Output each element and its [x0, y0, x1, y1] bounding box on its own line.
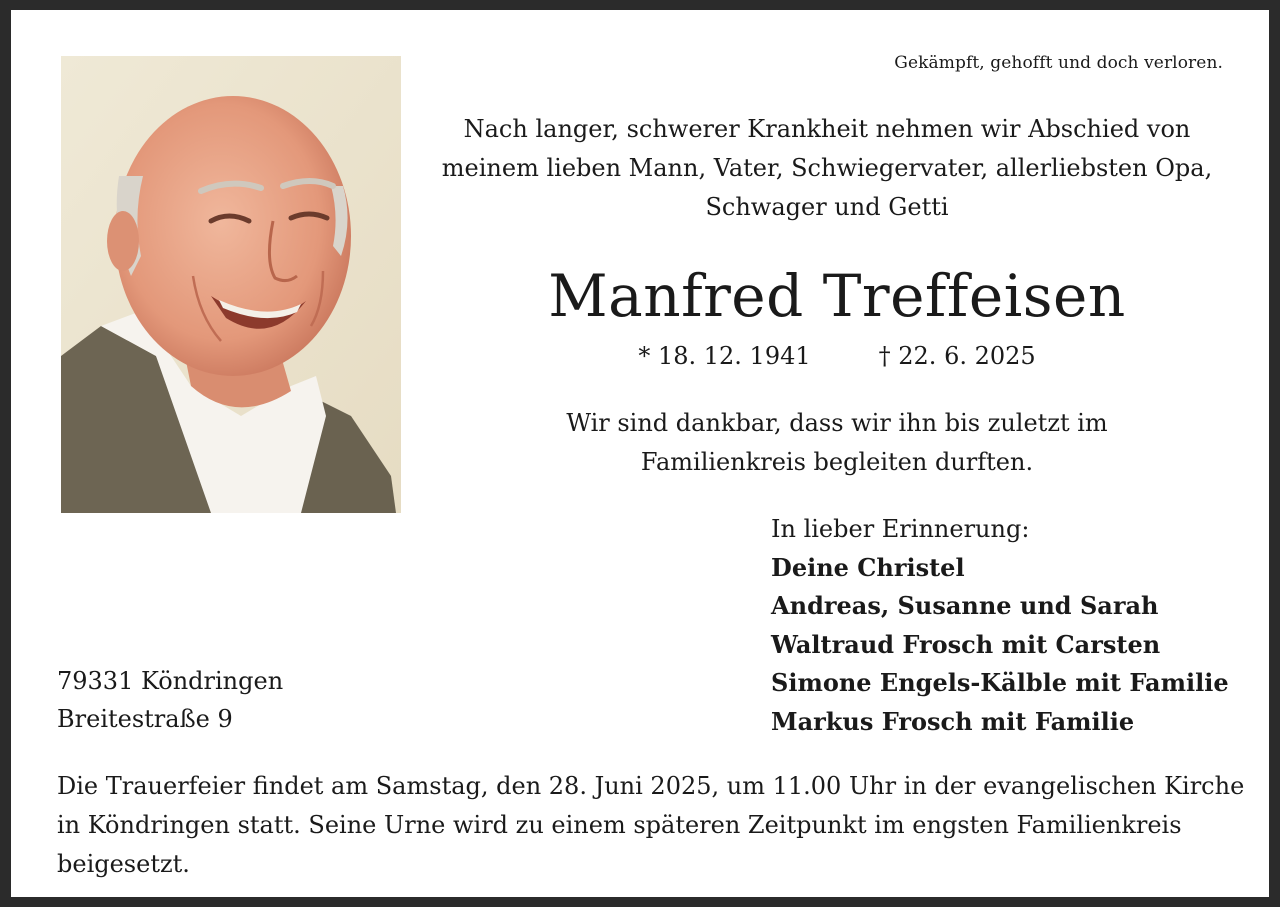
mourner-name: Markus Frosch mit Familie	[771, 706, 1135, 736]
life-dates	[411, 342, 1263, 370]
gratitude-text	[411, 404, 1263, 482]
deceased-name: Manfred Treffeisen	[548, 262, 1126, 330]
mourners-label: In lieber Erinnerung:	[771, 515, 1030, 543]
mourners-list	[771, 510, 1229, 742]
intro-text	[411, 110, 1243, 227]
service-line: in Köndringen statt. Seine Urne wird zu einem späteren Zeitpunkt im engsten Familienkreis	[57, 811, 1182, 839]
intro-line: Nach langer, schwerer Krankheit nehmen wir Abschied von	[463, 115, 1191, 143]
gratitude-line: Wir sind dankbar, dass wir ihn bis zuletzt im	[566, 409, 1108, 437]
birth-date: * 18. 12. 1941	[638, 342, 811, 370]
mourner-name: Waltraud Frosch mit Carsten	[771, 629, 1161, 659]
service-line: Die Trauerfeier findet am Samstag, den 28. Juni 2025, um 11.00 Uhr in der evangelischen Kirche	[57, 772, 1245, 800]
gratitude-line: Familienkreis begleiten durften.	[640, 448, 1034, 476]
intro-line: meinem lieben Mann, Vater, Schwiegervater, allerliebsten Opa,	[441, 154, 1213, 182]
address	[57, 662, 283, 738]
intro-line: Schwager und Getti	[705, 193, 949, 221]
motto: Gekämpft, gehofft und doch verloren.	[894, 53, 1223, 73]
address-street: Breitestraße 9	[57, 705, 233, 733]
service-info	[57, 767, 1245, 884]
service-line: beigesetzt.	[57, 850, 190, 878]
mourner-name: Andreas, Susanne und Sarah	[771, 591, 1159, 621]
mourner-name: Simone Engels-Kälble mit Familie	[771, 668, 1229, 698]
portrait-photo	[61, 56, 401, 513]
mourner-name: Deine Christel	[771, 552, 965, 582]
address-city: 79331 Köndringen	[57, 667, 284, 695]
death-date: † 22. 6. 2025	[878, 342, 1036, 370]
